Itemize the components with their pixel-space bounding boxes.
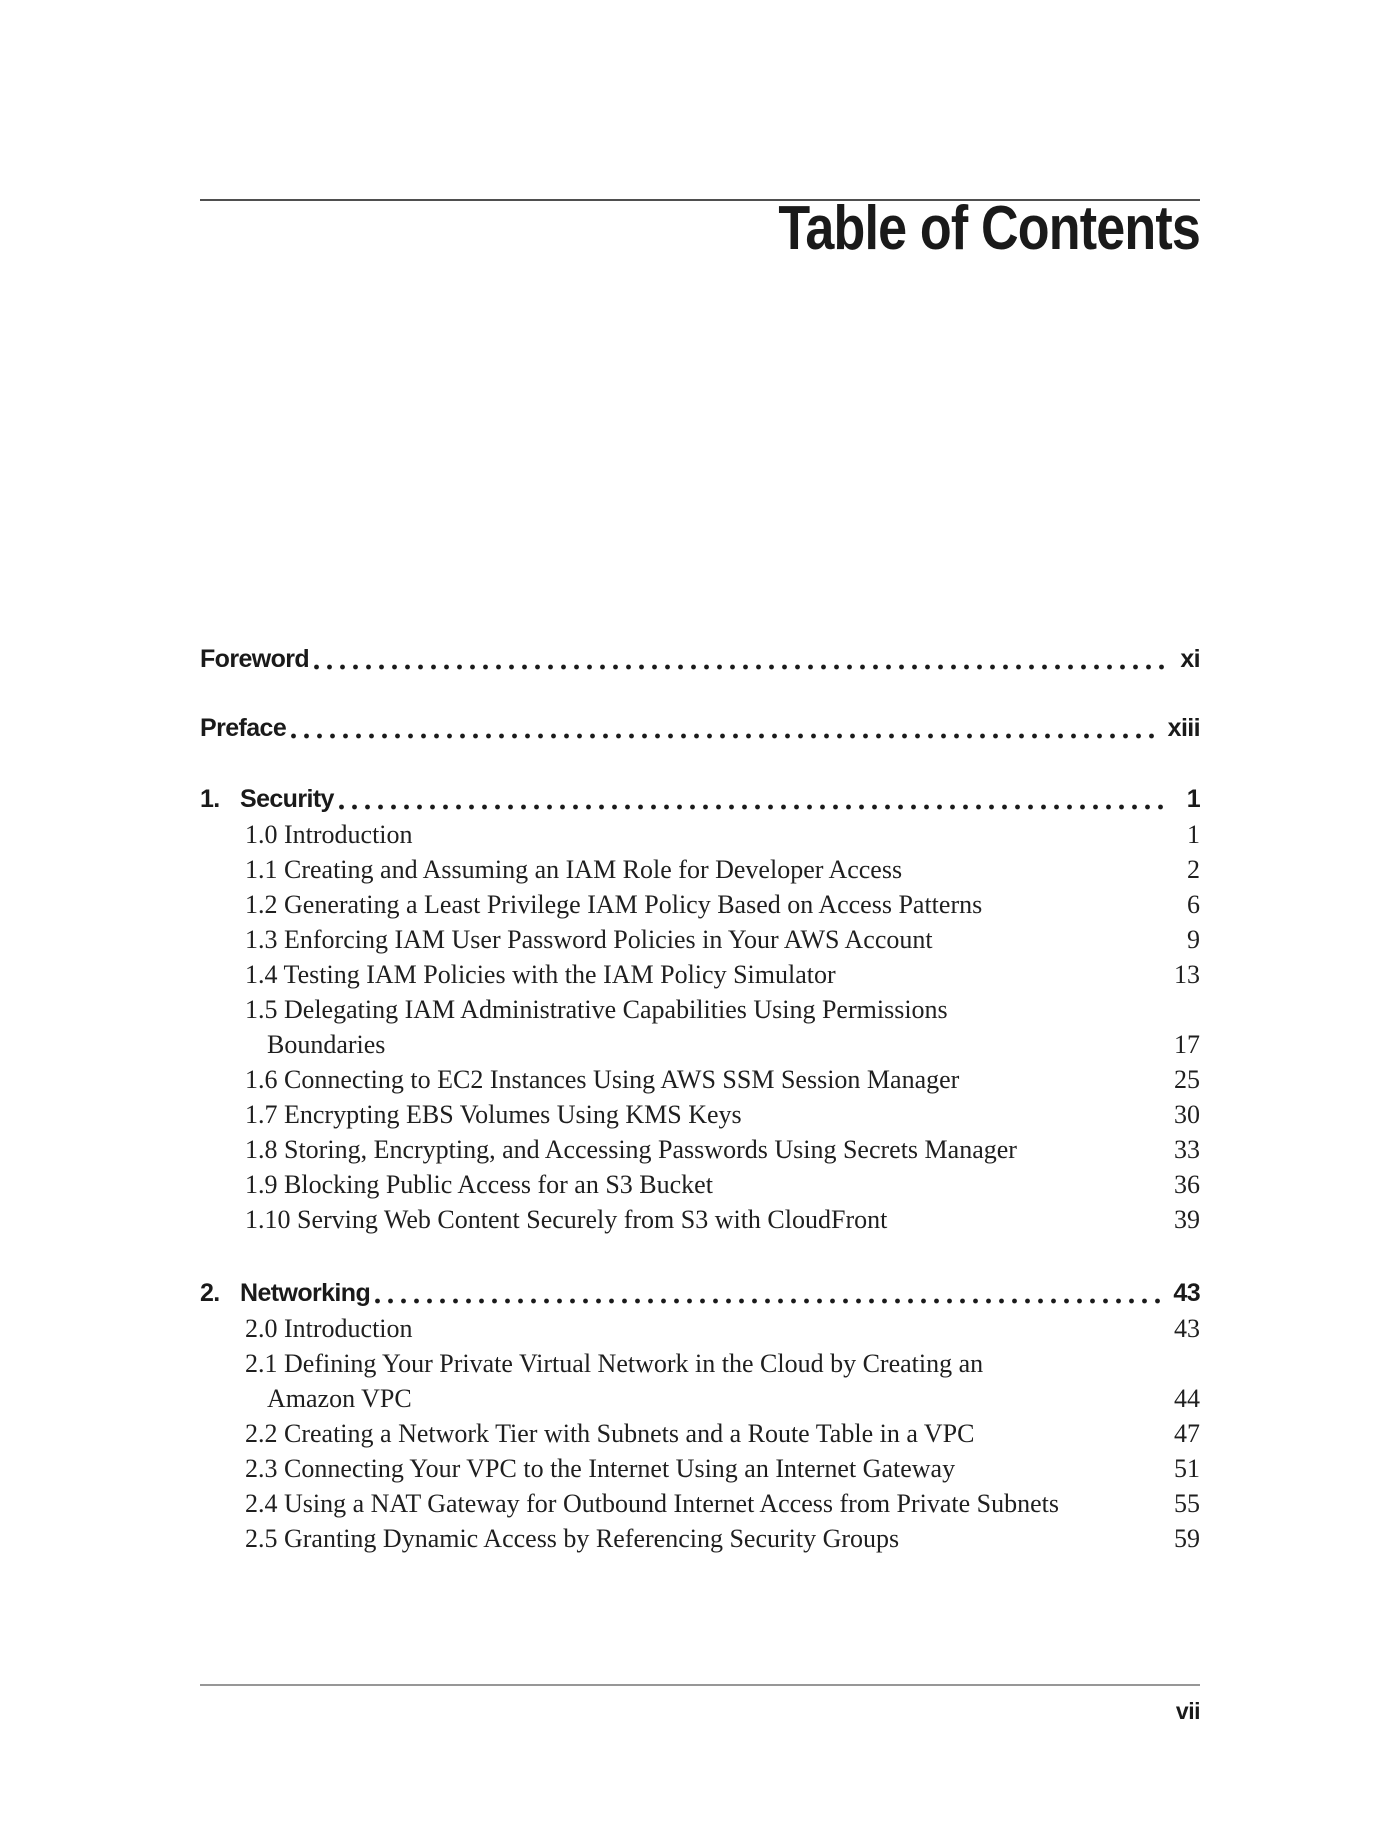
toc-entry-page: 30 xyxy=(1174,1100,1200,1129)
toc-entry-title: 1.5 Delegating IAM Administrative Capabilities Using Permissions xyxy=(245,995,948,1024)
bottom-rule xyxy=(200,1684,1200,1686)
toc-entry xyxy=(200,887,1200,922)
toc-entry xyxy=(200,1062,1200,1097)
toc-entry xyxy=(200,957,1200,992)
toc-frontmatter-preface xyxy=(200,710,1200,746)
toc-entry-title: 2.1 Defining Your Private Virtual Network in the Cloud by Creating an xyxy=(245,1349,984,1378)
toc-entry-title: 2.2 Creating a Network Tier with Subnets and a Route Table in a VPC xyxy=(245,1419,975,1448)
toc-entry-title: 2.5 Granting Dynamic Access by Referencing Security Groups xyxy=(245,1524,900,1553)
toc-entry xyxy=(200,817,1200,852)
frontmatter-label: Preface xyxy=(200,714,287,742)
toc-entry-title: 1.1 Creating and Assuming an IAM Role for Developer Access xyxy=(245,855,903,884)
toc-entry xyxy=(200,1416,1200,1451)
toc-entry-page: 59 xyxy=(1174,1524,1200,1553)
toc-entry xyxy=(200,1132,1200,1167)
toc-entry xyxy=(200,922,1200,957)
toc-frontmatter-foreword xyxy=(200,641,1200,677)
toc-entry-title: 1.6 Connecting to EC2 Instances Using AWS SSM Session Manager xyxy=(245,1065,960,1094)
toc-entry-title: Amazon VPC xyxy=(267,1384,412,1413)
toc-entry-page: 33 xyxy=(1174,1135,1200,1164)
toc-entry xyxy=(200,1311,1200,1346)
toc-entry-title: 2.0 Introduction xyxy=(245,1314,413,1343)
toc-entry-page: 1 xyxy=(1187,820,1200,849)
toc-entry-page: 51 xyxy=(1174,1454,1200,1483)
toc-entry-page: 47 xyxy=(1174,1419,1200,1448)
frontmatter-page: xi xyxy=(1180,645,1200,673)
chapter-title: Security xyxy=(240,785,334,813)
toc-entry xyxy=(200,1167,1200,1202)
table-of-contents xyxy=(200,641,1200,1556)
toc-entry-title: 1.4 Testing IAM Policies with the IAM Policy Simulator xyxy=(245,960,836,989)
toc-entry-page xyxy=(1154,1346,1200,1381)
dot-leader xyxy=(339,804,1164,810)
toc-entry-title: 2.4 Using a NAT Gateway for Outbound Internet Access from Private Subnets xyxy=(245,1489,1060,1518)
toc-entry-page: 55 xyxy=(1174,1489,1200,1518)
toc-entry-continuation xyxy=(200,1027,1200,1062)
frontmatter-page: xiii xyxy=(1167,714,1200,742)
folio-page-number: vii xyxy=(1175,1698,1200,1724)
chapter-page: 1 xyxy=(1186,785,1200,813)
toc-entry xyxy=(200,1202,1200,1237)
toc-entry-page: 25 xyxy=(1174,1065,1200,1094)
chapter-number: 1. xyxy=(200,785,220,813)
toc-entry-page: 9 xyxy=(1187,925,1200,954)
toc-entry xyxy=(200,1451,1200,1486)
toc-entry-title: 1.2 Generating a Least Privilege IAM Policy Based on Access Patterns xyxy=(245,890,983,919)
toc-entry-page: 17 xyxy=(1174,1030,1200,1059)
toc-entry-title: 1.7 Encrypting EBS Volumes Using KMS Keys xyxy=(245,1100,742,1129)
toc-entry xyxy=(200,1097,1200,1132)
toc-entry-title: Boundaries xyxy=(267,1030,386,1059)
toc-entry xyxy=(200,1346,1200,1381)
toc-entry-page: 2 xyxy=(1187,855,1200,884)
chapter-number: 2. xyxy=(200,1279,220,1307)
toc-entry xyxy=(200,852,1200,887)
toc-chapter-networking xyxy=(200,1275,1200,1311)
dot-leader xyxy=(314,664,1164,670)
dot-leader xyxy=(375,1298,1164,1304)
toc-chapter-security xyxy=(200,781,1200,817)
toc-entry-page: 43 xyxy=(1174,1314,1200,1343)
toc-entry-page: 36 xyxy=(1174,1170,1200,1199)
page-title: Table of Contents xyxy=(778,194,1200,263)
frontmatter-label: Foreword xyxy=(200,645,310,673)
toc-entry-title: 2.3 Connecting Your VPC to the Internet Using an Internet Gateway xyxy=(245,1454,956,1483)
toc-entry-title: 1.9 Blocking Public Access for an S3 Bucket xyxy=(245,1170,713,1199)
toc-entry-title: 1.8 Storing, Encrypting, and Accessing Passwords Using Secrets Manager xyxy=(245,1135,1017,1164)
chapter-page: 43 xyxy=(1173,1279,1200,1307)
toc-entry-page: 6 xyxy=(1187,890,1200,919)
toc-entry xyxy=(200,992,1200,1027)
chapter-2-items xyxy=(200,1311,1200,1556)
toc-entry-page: 39 xyxy=(1174,1205,1200,1234)
toc-entry-page: 44 xyxy=(1174,1384,1200,1413)
toc-entry-page: 13 xyxy=(1174,960,1200,989)
dot-leader xyxy=(291,733,1160,739)
toc-entry-title: 1.0 Introduction xyxy=(245,820,413,849)
toc-entry-page xyxy=(1154,992,1200,1027)
toc-entry xyxy=(200,1486,1200,1521)
toc-entry-continuation xyxy=(200,1381,1200,1416)
chapter-1-items xyxy=(200,817,1200,1237)
toc-entry-title: 1.10 Serving Web Content Securely from S3 with CloudFront xyxy=(245,1205,888,1234)
toc-entry xyxy=(200,1521,1200,1556)
toc-entry-title: 1.3 Enforcing IAM User Password Policies in Your AWS Account xyxy=(245,925,933,954)
chapter-title: Networking xyxy=(240,1279,371,1307)
